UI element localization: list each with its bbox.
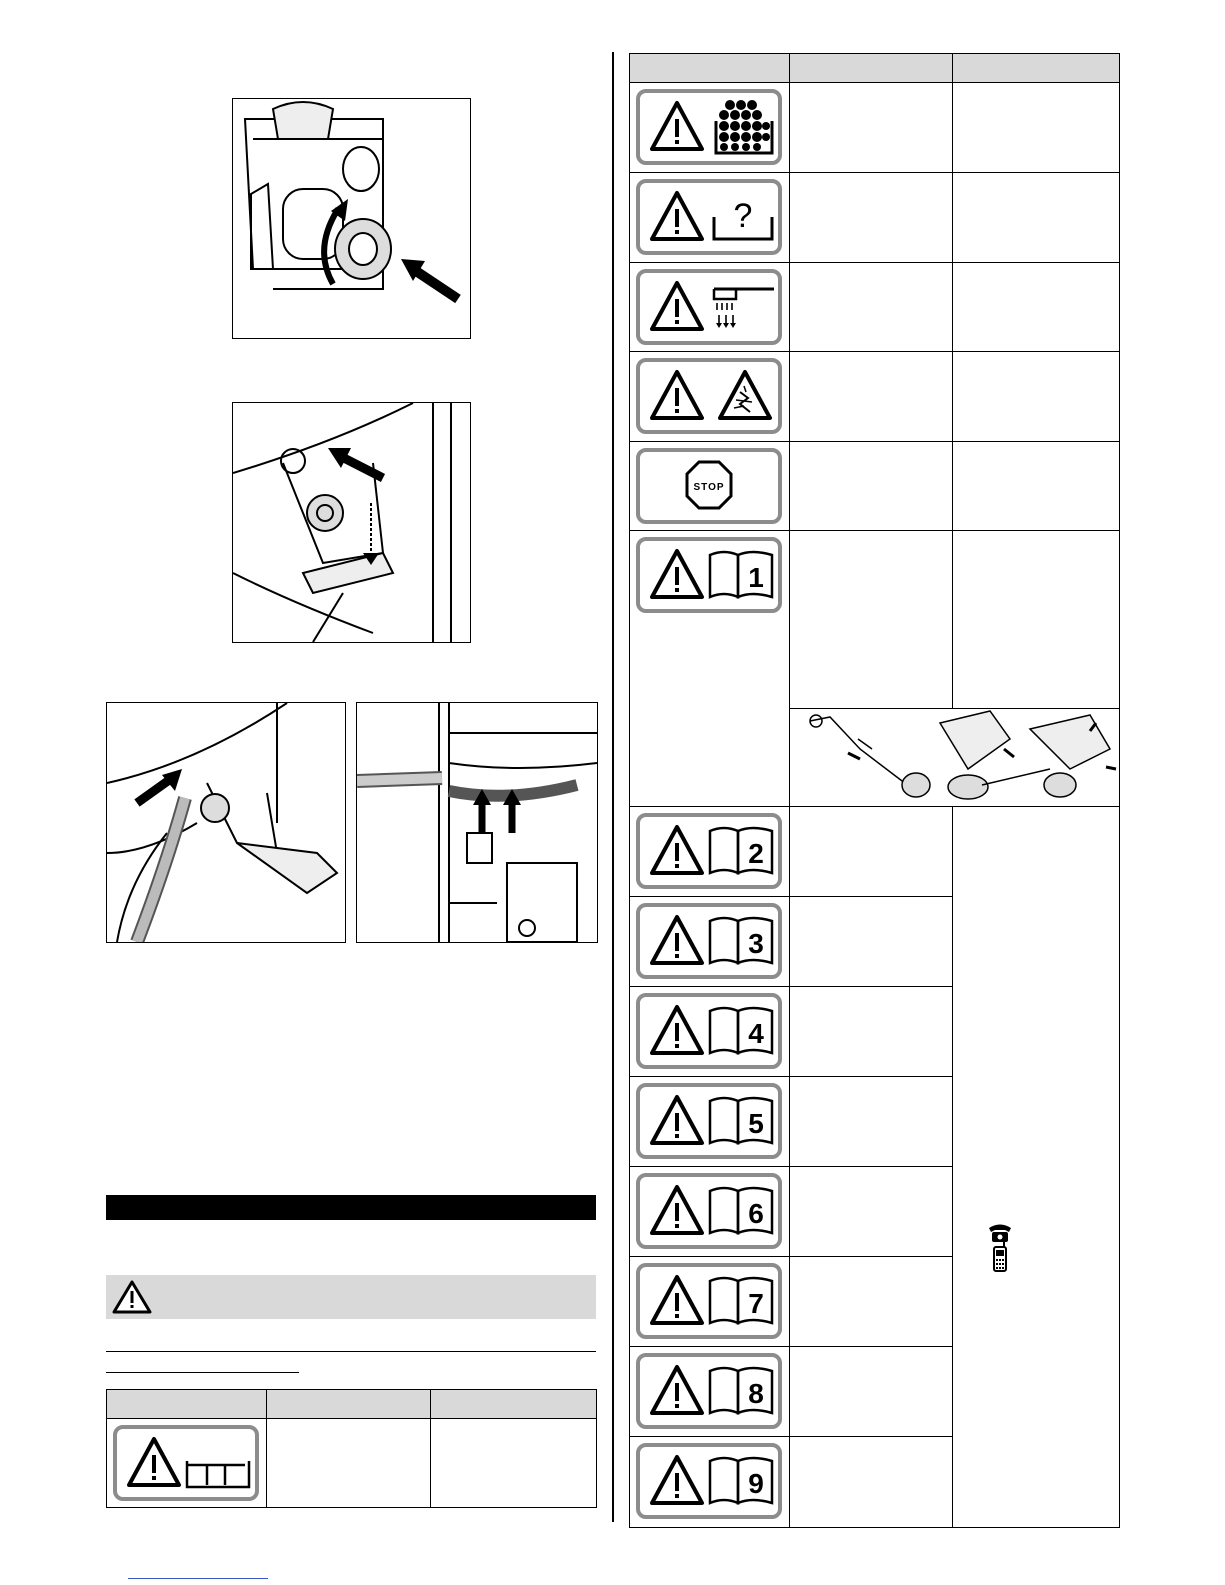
manual-number: 3	[748, 928, 764, 959]
stop-sign-box	[636, 448, 782, 524]
manual-sign-6	[636, 1173, 782, 1249]
manual-number: 5	[748, 1108, 764, 1139]
table-row	[630, 263, 1120, 352]
divider-line	[106, 1351, 596, 1352]
manual-sign-7	[636, 1263, 782, 1339]
underline	[106, 1372, 299, 1373]
table-row	[630, 442, 1120, 531]
broken-warning-icon	[720, 372, 770, 418]
container-missing-sign	[636, 179, 782, 255]
table-header-row	[107, 1390, 597, 1419]
manual-number: 7	[748, 1288, 764, 1319]
manual-sign-1	[636, 537, 782, 613]
manual-sign-3	[636, 903, 782, 979]
table-row	[107, 1419, 597, 1508]
manual-sign-8	[636, 1353, 782, 1429]
brewing-unit-cleaning-illustration	[790, 709, 1118, 801]
manual-sign-2	[636, 813, 782, 889]
question-mark: ?	[733, 197, 753, 235]
section-heading-bar	[106, 1195, 596, 1220]
manual-number: 1	[748, 562, 764, 593]
telephone-icon	[989, 1225, 1011, 1243]
water-tank-empty-sign	[113, 1425, 259, 1501]
table-row	[630, 173, 1120, 263]
hose-guide-illustration	[357, 703, 597, 942]
shower-icon	[714, 289, 774, 328]
manual-number: 6	[748, 1198, 764, 1229]
table-row	[630, 352, 1120, 442]
drip-tray-illustration	[233, 403, 470, 642]
footer-link-underline[interactable]	[128, 1578, 268, 1579]
left-symbol-table	[106, 1389, 597, 1508]
right-symbol-table	[629, 53, 1120, 1528]
grinder-illustration	[233, 99, 470, 338]
beans-icon	[716, 100, 772, 153]
bean-container-sign	[636, 89, 782, 165]
manual-number: 8	[748, 1378, 764, 1409]
warning-banner	[106, 1275, 596, 1319]
table-row	[630, 83, 1120, 173]
hose-connection-illustration	[107, 703, 345, 942]
warning-triangle-icon	[112, 1280, 152, 1314]
column-divider	[612, 52, 614, 1522]
manual-number: 4	[748, 1018, 764, 1049]
stop-text: STOP	[693, 482, 725, 493]
manual-number: 2	[748, 838, 764, 869]
manual-sign-9	[636, 1443, 782, 1519]
rinse-sign	[636, 269, 782, 345]
manual-number: 9	[748, 1468, 764, 1499]
figure-drip-tray	[232, 402, 471, 643]
manual-sign-5	[636, 1083, 782, 1159]
error-sign	[636, 358, 782, 434]
table-row	[630, 531, 1120, 709]
contact-icons	[985, 1222, 1015, 1274]
table-row	[630, 807, 1120, 897]
table-header-row	[630, 54, 1120, 83]
figure-hose-right	[356, 702, 598, 943]
figure-hose-left	[106, 702, 346, 943]
mobile-phone-icon	[994, 1242, 1006, 1271]
manual-sign-4	[636, 993, 782, 1069]
figure-grinder-adjust	[232, 98, 471, 339]
